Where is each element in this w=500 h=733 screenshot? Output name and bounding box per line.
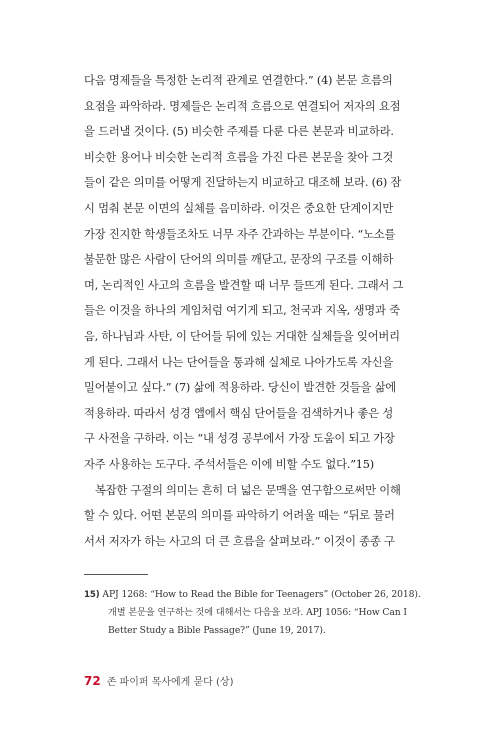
body-line: 밀어붙이고 싶다.” (7) 삶에 적용하라. 당신이 발견한 것들을 삶에 [84, 381, 396, 395]
footnote [84, 586, 424, 640]
body-line: 할 수 있다. 어떤 본문의 의미를 파악하기 어려울 때는 “뒤로 물러 [84, 509, 395, 523]
body-text [84, 68, 418, 554]
body-line: 비슷한 용어나 비슷한 논리적 흐름을 가진 다른 본문을 찾아 그것 [84, 150, 394, 164]
body-line-paragraph-start: 복잡한 구절의 의미는 흔히 더 넓은 문맥을 연구함으로써만 이해 [95, 483, 401, 497]
footnote-text: APJ 1268: “How to Read the Bible for Teenagers” (October 26, 2018). [102, 589, 421, 600]
footnote-line: Better Study a Bible Passage?” (June 19, 2017). [108, 625, 326, 636]
body-line: 불문한 많은 사람이 단어의 의미를 깨닫고, 문장의 구조를 이해하 [84, 253, 394, 267]
body-line: 며, 논리적인 사고의 흐름을 발견할 때 너무 들뜨게 된다. 그래서 그 [84, 278, 404, 292]
body-line: 다음 명제들을 특정한 논리적 관계로 연결한다.” (4) 본문 흐름의 [84, 74, 393, 87]
body-line: 적용하라. 따라서 성경 앱에서 핵심 단어들을 검색하거나 좋은 성 [84, 406, 394, 420]
body-line: 자주 사용하는 도구다. 주석서들은 이에 비할 수도 없다.”15) [84, 457, 374, 471]
page-number: 72 [84, 674, 101, 688]
running-head: 존 파이퍼 목사에게 묻다 (상) [106, 677, 234, 688]
page-footer [84, 672, 233, 688]
body-line: 구 사전을 구하라. 이는 “내 성경 공부에서 가장 도움이 되고 가장 [84, 432, 395, 446]
footnote-divider [84, 574, 148, 575]
body-line: 게 된다. 그래서 나는 단어들을 통과해 실체로 나아가도록 자신을 [84, 355, 394, 369]
body-line: 들은 이것을 하나의 게임처럼 여기게 되고, 천국과 지옥, 생명과 죽 [84, 304, 400, 318]
footnote-line: 개별 본문을 연구하는 것에 대해서는 다음을 보라. APJ 1056: “How Can I [108, 607, 407, 618]
body-line: 들이 같은 의미를 어떻게 진달하는지 비교하고 대조해 보라. (6) 잠 [84, 176, 402, 190]
body-line: 음, 하나님과 사탄, 이 단어들 뒤에 있는 거대한 실체들을 잊어버리 [84, 329, 400, 343]
body-line: 을 드러낼 것이다. (5) 비슷한 주제를 다룬 다른 본문과 비교하라. [84, 125, 394, 139]
body-line: 서서 저자가 하는 사고의 더 큰 흐름을 살펴보라.” 이것이 종종 구 [84, 534, 395, 548]
body-line: 가장 진지한 학생들조차도 너무 자주 간과하는 부분이다. “노소를 [84, 227, 396, 241]
body-line: 시 멈춰 본문 이면의 실체를 음미하라. 이것은 중요한 단계이지만 [84, 201, 394, 215]
footnote-line [84, 586, 424, 604]
footnote-number: 15) [84, 590, 100, 600]
body-line: 요점을 파악하라. 명제들은 논리적 흐름으로 연결되어 저자의 요점 [84, 99, 401, 113]
